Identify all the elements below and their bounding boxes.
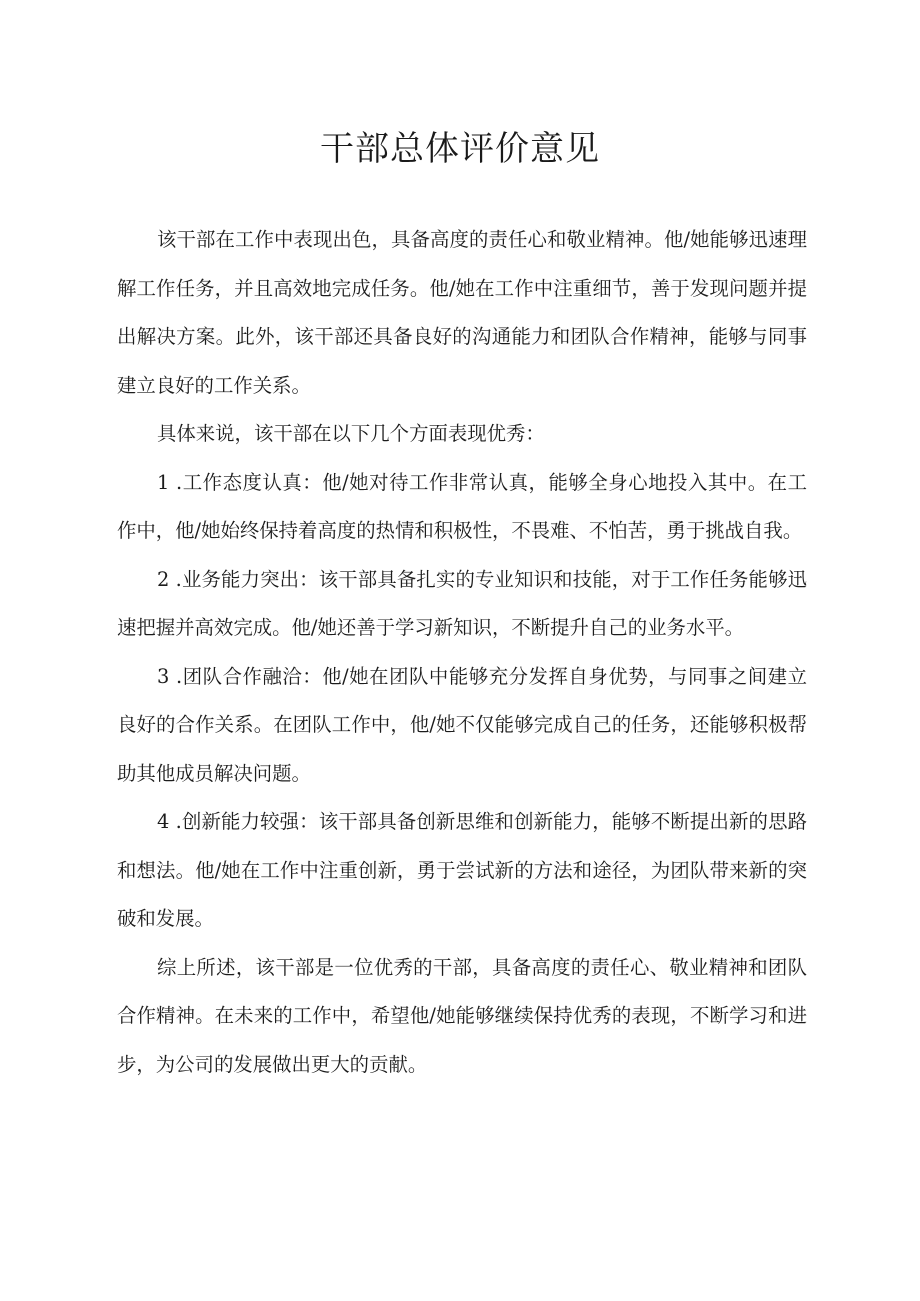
paragraph-item-2: 2 .业务能力突出：该干部具备扎实的专业知识和技能，对于工作任务能够迅速把握并高效完成。他/她还善于学习新知识，不断提升自己的业务水平。 bbox=[117, 567, 807, 639]
paragraph-summary-lead: 具体来说，该干部在以下几个方面表现优秀： bbox=[157, 422, 545, 445]
paragraph-item-3: 3 .团队合作融洽：他/她在团队中能够充分发挥自身优势，与同事之间建立良好的合作关系。在团队工作中，他/她不仅能够完成自己的任务，还能够积极帮助其他成员解决问题。 bbox=[117, 664, 807, 785]
document-title: 干部总体评价意见 bbox=[320, 129, 600, 169]
document-body bbox=[117, 216, 807, 1089]
paragraph-item-1: 1 .工作态度认真：他/她对待工作非常认真，能够全身心地投入其中。在工作中，他/她始终保持着高度的热情和积极性，不畏难、不怕苦，勇于挑战自我。 bbox=[117, 470, 807, 542]
paragraph-conclusion: 综上所述，该干部是一位优秀的干部，具备高度的责任心、敬业精神和团队合作精神。在未来的工作中，希望他/她能够继续保持优秀的表现，不断学习和进步，为公司的发展做出更大的贡献。 bbox=[117, 955, 807, 1076]
paragraph-intro: 该干部在工作中表现出色，具备高度的责任心和敬业精神。他/她能够迅速理解工作任务，并且高效地完成任务。他/她在工作中注重细节，善于发现问题并提出解决方案。此外，该干部还具备良好的沟通能力和团队合作精神，能够与同事建立良好的工作关系。 bbox=[117, 228, 807, 397]
paragraph-item-4: 4 .创新能力较强：该干部具备创新思维和创新能力，能够不断提出新的思路和想法。他/她在工作中注重创新，勇于尝试新的方法和途径，为团队带来新的突破和发展。 bbox=[117, 810, 807, 930]
